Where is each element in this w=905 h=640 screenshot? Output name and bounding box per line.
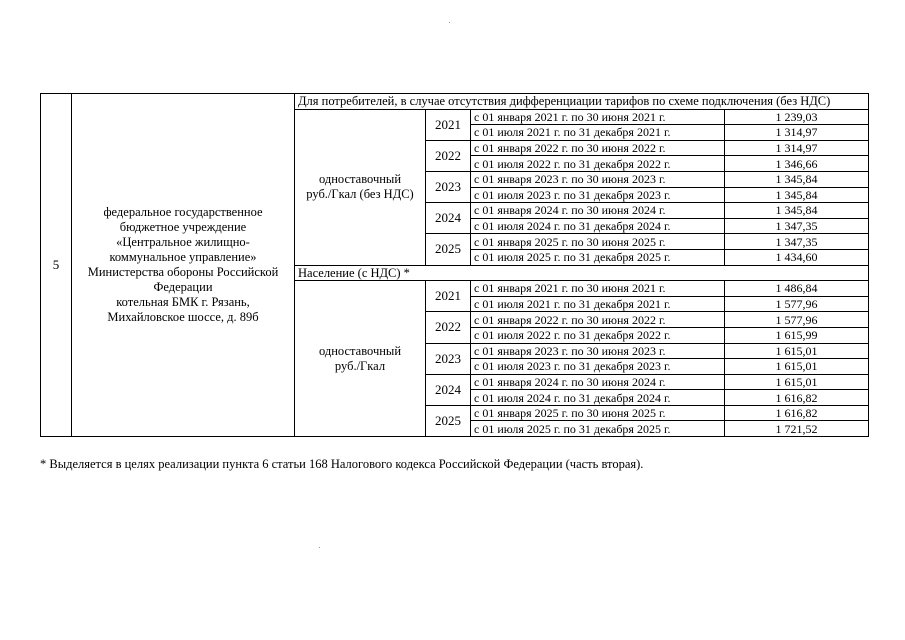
- price-cell: 1 345,84: [725, 187, 869, 203]
- period-cell: с 01 июля 2023 г. по 31 декабря 2023 г.: [471, 187, 725, 203]
- tariff-type: [295, 109, 426, 265]
- scan-speck: [319, 547, 320, 548]
- year-cell: 2025: [426, 405, 471, 436]
- year-cell: 2025: [426, 234, 471, 265]
- period-cell: с 01 января 2021 г. по 30 июня 2021 г.: [471, 281, 725, 297]
- tariff-table: [40, 93, 869, 437]
- period-cell: с 01 июля 2023 г. по 31 декабря 2023 г.: [471, 359, 725, 375]
- section-header-row: [41, 94, 869, 110]
- price-cell: 1 721,52: [725, 421, 869, 437]
- organization-line: федеральное государственное: [103, 205, 263, 220]
- price-cell: 1 346,66: [725, 156, 869, 172]
- price-cell: 1 347,35: [725, 218, 869, 234]
- period-cell: с 01 июля 2021 г. по 31 декабря 2021 г.: [471, 296, 725, 312]
- price-cell: 1 314,97: [725, 140, 869, 156]
- organization-line: Михайловское шоссе, д. 89б: [107, 310, 259, 325]
- row-number: 5: [41, 94, 72, 437]
- price-cell: 1 615,01: [725, 374, 869, 390]
- period-cell: с 01 июля 2024 г. по 31 декабря 2024 г.: [471, 390, 725, 406]
- price-cell: 1 615,01: [725, 359, 869, 375]
- price-cell: 1 577,96: [725, 296, 869, 312]
- year-cell: 2022: [426, 312, 471, 343]
- period-cell: с 01 января 2021 г. по 30 июня 2021 г.: [471, 109, 725, 125]
- period-cell: с 01 января 2023 г. по 30 июня 2023 г.: [471, 171, 725, 187]
- tariff-type: [295, 281, 426, 437]
- price-cell: 1 347,35: [725, 234, 869, 250]
- year-cell: 2023: [426, 171, 471, 202]
- period-cell: с 01 января 2022 г. по 30 июня 2022 г.: [471, 312, 725, 328]
- year-cell: 2023: [426, 343, 471, 374]
- price-cell: 1 616,82: [725, 390, 869, 406]
- tariff-table-body: [41, 94, 869, 437]
- price-cell: 1 434,60: [725, 249, 869, 265]
- period-cell: с 01 января 2025 г. по 30 июня 2025 г.: [471, 405, 725, 421]
- year-cell: 2024: [426, 374, 471, 405]
- tariff-type-line: руб./Гкал (без НДС): [306, 187, 414, 202]
- period-cell: с 01 июля 2024 г. по 31 декабря 2024 г.: [471, 218, 725, 234]
- organization-line: Федерации: [153, 280, 213, 295]
- section-header: Для потребителей, в случае отсутствия дифференциации тарифов по схеме подключения (без НДС): [295, 94, 869, 110]
- price-cell: 1 345,84: [725, 203, 869, 219]
- period-cell: с 01 января 2024 г. по 30 июня 2024 г.: [471, 203, 725, 219]
- tariff-type-line: одноставочный: [318, 343, 402, 358]
- period-cell: с 01 января 2025 г. по 30 июня 2025 г.: [471, 234, 725, 250]
- period-cell: с 01 июля 2022 г. по 31 декабря 2022 г.: [471, 327, 725, 343]
- price-cell: 1 616,82: [725, 405, 869, 421]
- organization-line: коммунальное управление»: [109, 250, 257, 265]
- section-header: Население (с НДС) *: [295, 265, 869, 281]
- organization-line: котельная БМК г. Рязань,: [116, 295, 250, 310]
- footnote: * Выделяется в целях реализации пункта 6 статьи 168 Налогового кодекса Российской Федерации (часть вторая).: [40, 457, 644, 471]
- organization-line: Министерства обороны Российской: [87, 265, 279, 280]
- year-cell: 2024: [426, 203, 471, 234]
- period-cell: с 01 января 2023 г. по 30 июня 2023 г.: [471, 343, 725, 359]
- organization-name: [72, 94, 295, 437]
- price-cell: 1 615,01: [725, 343, 869, 359]
- price-cell: 1 314,97: [725, 125, 869, 141]
- period-cell: с 01 января 2024 г. по 30 июня 2024 г.: [471, 374, 725, 390]
- price-cell: 1 615,99: [725, 327, 869, 343]
- period-cell: с 01 июля 2025 г. по 31 декабря 2025 г.: [471, 421, 725, 437]
- tariff-type-line: руб./Гкал: [334, 358, 386, 373]
- period-cell: с 01 июля 2021 г. по 31 декабря 2021 г.: [471, 125, 725, 141]
- period-cell: с 01 июля 2022 г. по 31 декабря 2022 г.: [471, 156, 725, 172]
- tariff-type-line: одноставочный: [318, 172, 402, 187]
- year-cell: 2021: [426, 281, 471, 312]
- organization-line: «Центральное жилищно-: [116, 235, 250, 250]
- price-cell: 1 577,96: [725, 312, 869, 328]
- price-cell: 1 239,03: [725, 109, 869, 125]
- price-cell: 1 345,84: [725, 171, 869, 187]
- organization-line: бюджетное учреждение: [119, 220, 247, 235]
- period-cell: с 01 июля 2025 г. по 31 декабря 2025 г.: [471, 249, 725, 265]
- price-cell: 1 486,84: [725, 281, 869, 297]
- scan-speck: [449, 22, 450, 23]
- year-cell: 2021: [426, 109, 471, 140]
- year-cell: 2022: [426, 140, 471, 171]
- period-cell: с 01 января 2022 г. по 30 июня 2022 г.: [471, 140, 725, 156]
